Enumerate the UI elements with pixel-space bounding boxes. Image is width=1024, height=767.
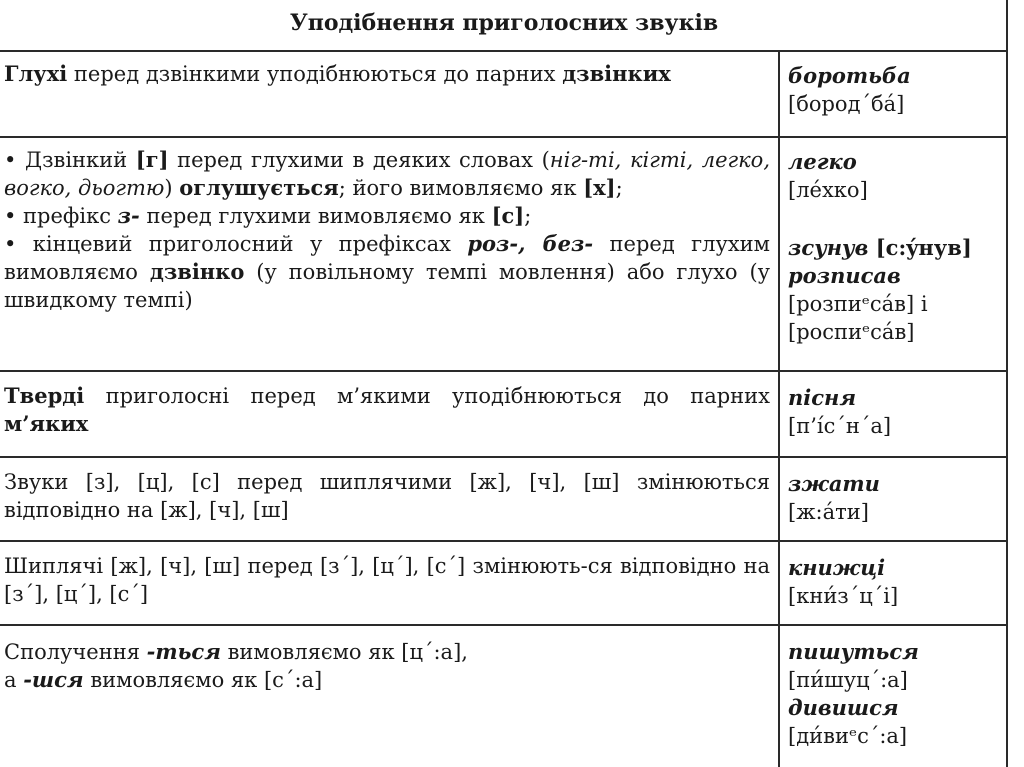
rule-keyword: Тверді [4,383,85,408]
text: перед глухими вимовляємо як [139,204,492,228]
text: вимовляємо як [с´:а] [83,668,323,692]
row-divider [0,624,1008,626]
rule-keyword: Глухі [4,61,68,86]
rule-cell-2 [4,146,770,314]
text: ; [524,204,532,228]
example-word: легко [788,149,857,174]
example-transcription: [ди́виᵉс´:а] [788,724,908,748]
column-divider [778,52,780,767]
row-divider [0,136,1008,138]
rule-keyword: оглушується [179,175,339,200]
example-words: ніг-ті, кігті, легко, вогко, дьогтю [4,148,770,200]
example-transcription: [п’і́с´н´а] [788,414,892,438]
suffix: -ться [146,639,221,664]
rule-keyword: дзвінко [149,259,245,284]
rule-bullet-3 [4,230,770,314]
table-right-border [1006,0,1008,767]
example-word: розписав [788,263,901,288]
rule-line [4,638,770,666]
example-word: пісня [788,385,857,410]
rule-cell-5: Шиплячі [ж], [ч], [ш] перед [з´], [ц´], [с´] змінюють-ся відповідно на [з´], [ц´], [с´] [4,554,770,606]
row-divider [0,456,1008,458]
rule-bullet-2 [4,202,770,230]
example-cell-3 [788,384,1004,440]
example-cell-1 [788,62,1004,118]
example-word: зжати [788,471,880,496]
example-cell-4 [788,470,1004,526]
example-transcription: [с:ýнув] [875,235,972,260]
text: ; його вимовляємо як [338,176,584,200]
sound: [х] [583,175,616,200]
example-cell-6 [788,638,1004,750]
rule-keyword: м’яких [4,411,89,436]
text: • префікс [4,204,118,228]
example-word: боротьба [788,63,911,88]
example-transcription: [бород´ба́] [788,92,905,116]
text: • Дзвінкий [4,148,136,172]
sound: [г] [135,147,169,172]
example-transcription: [ж:а́ти] [788,500,869,524]
word: зсунув [788,235,869,260]
text: ) [164,176,180,200]
table-title: Уподібнення приголосних звуків [0,0,1008,52]
prefix: з- [117,203,140,228]
example-word [788,234,1004,262]
example-transcription: [роспиᵉса́в] [788,320,915,344]
example-cell-5 [788,554,1004,610]
text: перед глухими в деяких словах ( [168,148,550,172]
rule-text: перед дзвінкими уподібнюються до парних [67,62,563,86]
rule-cell-6 [4,638,770,694]
text: Сполучення [4,640,147,664]
example-word: книжці [788,555,886,580]
example-cell-2 [788,148,1004,346]
text: • кінцевий приголосний у префіксах [4,232,468,256]
suffix: -шся [23,667,84,692]
row-divider [0,370,1008,372]
text: вимовляємо як [ц´:а], [220,640,468,664]
example-transcription: [пи́шуц´:а] [788,668,908,692]
example-transcription: [ле́хко] [788,178,868,202]
rule-cell-4: Звуки [з], [ц], [с] перед шиплячими [ж], [ч], [ш] змінюються відповідно на [ж], [ч], [ш] [4,470,770,522]
text: (у повільному темпі мовлення) або глухо (у швидкому темпі) [4,260,771,312]
row-divider [0,540,1008,542]
rule-cell-1 [4,60,770,88]
sound: [с] [491,203,525,228]
text: а [4,668,24,692]
example-word: дивишся [788,695,899,720]
example-word: пишуться [788,639,919,664]
rule-keyword: дзвінких [562,61,671,86]
rule-cell-3 [4,382,770,438]
example-transcription: [кни́з´ц´і] [788,584,899,608]
rule-line [4,666,770,694]
text: ; [615,176,623,200]
rule-bullet-1 [4,146,770,202]
prefix: роз-, без- [467,231,594,256]
text: перед глухим вимовляємо [4,232,771,284]
example-transcription: [розпиᵉса́в] і [788,292,928,316]
rule-text: приголосні перед м’якими уподібнюються до парних [84,384,770,408]
